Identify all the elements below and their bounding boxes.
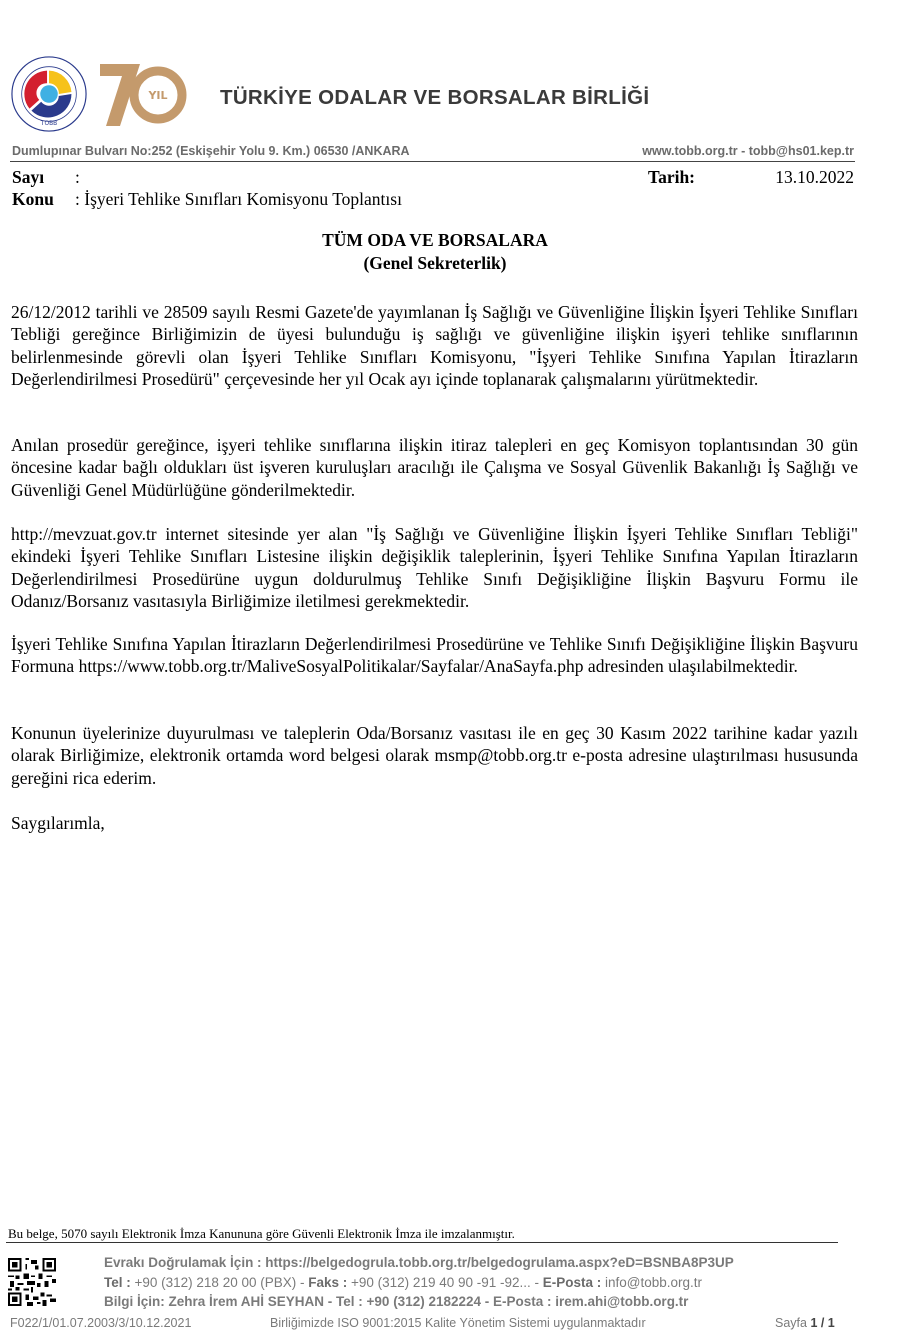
tel-label: Tel :	[104, 1275, 131, 1290]
page-number	[775, 1316, 835, 1330]
body-paragraph: İşyeri Tehlike Sınıfına Yapılan İtirazların Değerlendirilmesi Prosedürüne ve Tehlike Sınıfı Değişikliğine İlişkin Başvuru Formuna https://www.tobb.org.tr/MaliveSosyalPolitikalar/Sayfalar/AnaSayfa.php adresinden ulaşılabilmektedir.	[11, 634, 858, 677]
fax-label: Faks :	[308, 1275, 348, 1290]
contact-person-line: Bilgi İçin: Zehra İrem AHİ SEYHAN - Tel : +90 (312) 2182224 - E-Posta : irem.ahi@tobb.org.tr	[104, 1294, 689, 1309]
tarih-label: Tarih:	[648, 167, 696, 187]
svg-text:TOBB: TOBB	[40, 121, 58, 128]
header-divider	[10, 161, 855, 162]
footer-divider	[6, 1242, 838, 1243]
email-value[interactable]: info@tobb.org.tr	[601, 1275, 703, 1290]
konu-value: : İşyeri Tehlike Sınıfları Komisyonu Toplantısı	[75, 189, 402, 209]
sayi-value: :	[75, 167, 80, 187]
form-code: F022/1/01.07.2003/3/10.12.2021	[10, 1316, 192, 1330]
organization-address: Dumlupınar Bulvarı No:252 (Eskişehir Yolu 9. Km.) 06530 /ANKARA	[12, 144, 410, 158]
tobb-seal-logo	[10, 55, 88, 133]
sayi-label: Sayı	[12, 167, 45, 187]
konu-label: Konu	[12, 189, 54, 209]
organization-contact[interactable]: www.tobb.org.tr - tobb@hs01.kep.tr	[642, 144, 854, 158]
svg-text:YIL: YIL	[148, 89, 168, 102]
fax-value: +90 (312) 219 40 90 -91 -92... -	[347, 1275, 543, 1290]
qr-code-icon[interactable]	[8, 1258, 56, 1306]
page-value: 1 / 1	[810, 1316, 835, 1330]
addressee-subtitle: (Genel Sekreterlik)	[363, 253, 507, 273]
organization-name: TÜRKİYE ODALAR VE BORSALAR BİRLİĞİ	[220, 86, 650, 109]
closing-salutation: Saygılarımla,	[11, 813, 105, 833]
addressee-title: TÜM ODA VE BORSALARA	[322, 230, 548, 250]
70-year-anniversary-logo	[100, 64, 188, 126]
verification-link[interactable]: Evrakı Doğrulamak İçin : https://belgedogrula.tobb.org.tr/belgedogrulama.aspx?eD=BSNBA8P3UP	[104, 1255, 734, 1270]
contact-line	[104, 1275, 702, 1290]
body-paragraph: http://mevzuat.gov.tr internet sitesinde yer alan "İş Sağlığı ve Güvenliğine İlişkin İşyeri Tehlike Sınıfları Tebliği" ekindeki İşyeri Tehlike Sınıfları Listesine ilişkin değişiklik taleplerinin, İşyeri Tehlike Sınıfına Yapılan İtirazların Değerlendirilmesi Prosedürüne uygun doldurulmuş Tehlike Sınıfı Değişikliğine İlişkin Başvuru Formu ile Odanız/Borsanız vasıtasıyla Birliğimize iletilmesi gerekmektedir.	[11, 524, 858, 611]
email-label: E-Posta :	[542, 1275, 602, 1290]
body-paragraph: Konunun üyelerinize duyurulması ve taleplerin Oda/Borsanız vasıtası ile en geç 30 Kasım 2022 tarihine kadar yazılı olarak Birliğimize, elektronik ortamda word belgesi olarak msmp@tobb.org.tr e-posta adresine ulaştırılması hususunda gereğini rica ederim.	[11, 723, 858, 788]
body-paragraph: 26/12/2012 tarihli ve 28509 sayılı Resmi Gazete'de yayımlanan İş Sağlığı ve Güvenliğine İlişkin İşyeri Tehlike Sınıfları Tebliği gereğince Birliğimizin de üyesi bulunduğu iş sağlığı ve güvenliğine ilişkin işyeri tehlike sınıflarının belirlenmesinde görevli olan İşyeri Tehlike Sınıfları Komisyonu, "İşyeri Tehlike Sınıfına Yapılan İtirazların Değerlendirilmesi Prosedürü" çerçevesinde her yıl Ocak ayı içinde toplanarak çalışmalarını yürütmektedir.	[11, 302, 858, 389]
e-signature-notice: Bu belge, 5070 sayılı Elektronik İmza Kanununa göre Güvenli Elektronik İmza ile imzalanmıştır.	[8, 1226, 515, 1241]
iso-notice: Birliğimizde ISO 9001:2015 Kalite Yönetim Sistemi uygulanmaktadır	[270, 1316, 646, 1330]
body-paragraph: Anılan prosedür gereğince, işyeri tehlike sınıflarına ilişkin itiraz talepleri en geç Komisyon toplantısından 30 gün öncesine kadar bağlı oldukları üst işveren kuruluşları aracılığı ile Çalışma ve Sosyal Güvenlik Bakanlığı İş Sağlığı ve Güvenliği Genel Müdürlüğüne gönderilmektedir.	[11, 435, 858, 500]
page-label: Sayfa	[775, 1316, 811, 1330]
tel-value: +90 (312) 218 20 00 (PBX) -	[130, 1275, 309, 1290]
tarih-value: 13.10.2022	[775, 167, 854, 187]
